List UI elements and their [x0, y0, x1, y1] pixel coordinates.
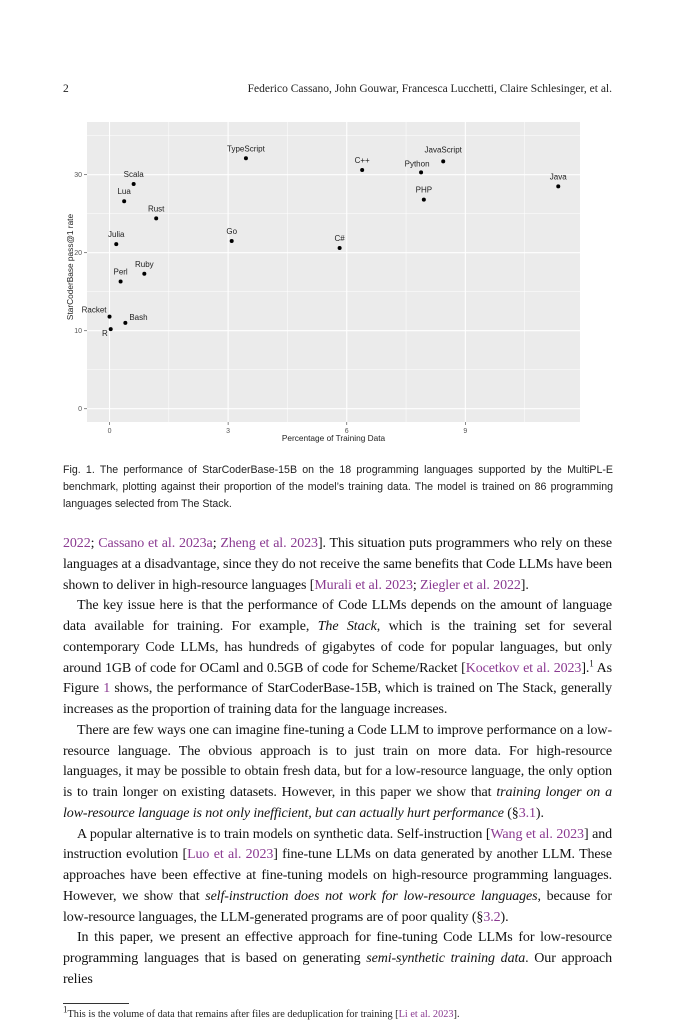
point-label: TypeScript — [227, 144, 265, 154]
point-marker — [244, 156, 248, 160]
citation-link[interactable]: 2022 — [63, 536, 91, 551]
point-label: Julia — [108, 230, 125, 240]
citation-link[interactable]: Kocetkov et al. 2023 — [465, 660, 582, 676]
citation-link[interactable]: 1 — [103, 681, 111, 697]
point-marker — [132, 182, 136, 186]
citation-link[interactable]: Murali et al. 2023 — [314, 577, 413, 593]
point-marker — [230, 239, 234, 243]
point-marker — [123, 321, 127, 325]
text-run: In this paper, we present an effective approach for fine-tuning Code LLMs for low-resource programming languages that is based on generating — [63, 930, 612, 966]
y-axis-title: StarCoderBase pass@1 rate — [65, 213, 75, 321]
point-label: Rust — [147, 204, 165, 214]
point-label: Ruby — [134, 259, 154, 269]
text-run: ). — [500, 909, 509, 925]
emphasis-text: semi-synthetic training data — [366, 951, 526, 966]
x-tick-label: 3 — [226, 428, 231, 435]
citation-link[interactable]: Wang et al. 2023 — [490, 826, 584, 842]
citation-link[interactable]: Li et al. 2023 — [398, 1008, 454, 1020]
emphasis-text: training longer on a low-resource language is not only inefficient, but can actually hurt performance — [63, 785, 612, 821]
scatter-chart — [0, 0, 675, 460]
y-tick-label: 20 — [74, 250, 82, 258]
footnote-marker: 1 — [63, 1004, 68, 1015]
paragraph — [63, 721, 612, 825]
y-tick-label: 10 — [74, 328, 82, 336]
body-text — [63, 534, 612, 991]
paragraph — [63, 825, 612, 929]
citation-link[interactable]: 3.2 — [483, 909, 501, 925]
text-run: ; — [90, 536, 99, 551]
point-label: Bash — [129, 312, 148, 322]
point-marker — [122, 199, 126, 203]
point-label: Java — [549, 172, 567, 182]
y-tick-label: 30 — [74, 172, 82, 180]
text-run: (§ — [503, 805, 519, 821]
footnote-marker: 1 — [589, 657, 594, 668]
point-label: C++ — [354, 155, 370, 165]
text-run: ] fine-tune LLMs on data generated by another LLM. These approaches have been effective at fine-tuning models on high-resource programming languages. However, we show that — [63, 847, 612, 904]
emphasis-text: The Stack — [317, 619, 377, 634]
point-label: PHP — [415, 185, 433, 195]
text-run: ]. — [581, 660, 590, 676]
citation-link[interactable]: Ziegler et al. 2022 — [420, 577, 521, 593]
point-marker — [154, 216, 158, 220]
text-run: ). — [535, 805, 544, 821]
point-marker — [360, 168, 364, 172]
text-run: . Our approach relies — [63, 951, 612, 987]
paragraph — [63, 928, 612, 990]
citation-link[interactable]: Zheng et al. 2023 — [220, 536, 318, 551]
page-number: 2 — [63, 83, 69, 95]
text-run: ; — [212, 536, 221, 551]
x-tick-label: 6 — [344, 428, 349, 435]
point-label: R — [101, 329, 108, 339]
emphasis-text: self-instruction does not work for low-resource languages — [205, 888, 538, 904]
text-run: As Figure — [63, 660, 612, 697]
citation-link[interactable]: Cassano et al. 2023a — [98, 536, 213, 551]
y-tick-label: 0 — [78, 406, 82, 414]
paragraph — [63, 596, 612, 721]
point-label: Racket — [81, 305, 107, 315]
text-column — [63, 462, 613, 1022]
paragraph — [63, 534, 612, 596]
point-marker — [441, 159, 445, 163]
point-label: Go — [226, 226, 238, 236]
point-marker — [114, 242, 118, 246]
plot-panel — [87, 122, 580, 422]
citation-link[interactable]: 3.1 — [518, 805, 536, 821]
point-label: Perl — [113, 267, 128, 277]
text-run: A popular alternative is to train models on synthetic data. Self-instruction [ — [77, 826, 491, 842]
point-label: Python — [404, 159, 430, 169]
text-run: There are few ways one can imagine fine-tuning a Code LLM to improve performance on a low-resource language. The obvious approach is to just train on more data. For high-resource languages, it may be possible to obtain fresh data, but for a low-resource language, the only option is to train longer on existing datasets. However, in this paper we show that — [63, 722, 612, 800]
point-label: C# — [334, 234, 345, 244]
figure-caption: Fig. 1. The performance of StarCoderBase-15B on the 18 programming languages supported by the MultiPL-E benchmark, plotting against their proportion of the model’s training data. The model is trained on 86 programming languages selected from The Stack. — [63, 464, 613, 510]
point-marker — [556, 184, 560, 188]
x-axis-title: Percentage of Training Data — [281, 433, 386, 443]
point-marker — [109, 327, 113, 331]
text-run: ]. This situation puts programmers who rely on these languages at a disadvantage, since they do not receive the same benefits that Code LLMs have been shown to deliver in high-resource languages [ — [63, 536, 612, 593]
point-label: JavaScript — [424, 145, 462, 155]
x-tick-label: 0 — [107, 428, 112, 435]
text-run: This is the volume of data that remains after files are deduplication for training [ — [67, 1008, 399, 1020]
x-tick-label: 9 — [463, 428, 468, 435]
footnote-rule — [63, 1003, 129, 1004]
point-marker — [338, 246, 342, 250]
point-marker — [142, 272, 146, 276]
text-run: The key issue here is that the performance of Code LLMs depends on the amount of language data available for training. For example, — [63, 598, 612, 634]
text-run: ; — [412, 577, 421, 593]
point-marker — [419, 170, 423, 174]
citation-link[interactable]: Luo et al. 2023 — [187, 847, 274, 863]
point-marker — [119, 280, 123, 284]
text-run: shows, the performance of StarCoderBase-15B, which is trained on The Stack, generally increases as the proportion of training data for the language increases. — [63, 681, 612, 717]
point-label: Scala — [123, 170, 144, 180]
text-run: , which is the training set for several contemporary Code LLMs, has hundreds of gigabytes of code for popular languages, but only around 1GB of code for OCaml and 0.5GB of code for Scheme/Racket [ — [63, 619, 612, 676]
point-marker — [422, 198, 426, 202]
footnote — [63, 1004, 613, 1022]
text-run: , because for low-resource languages, the LLM-generated programs are of poor quality (§ — [63, 888, 612, 925]
point-marker — [108, 315, 112, 319]
text-run: ]. — [520, 577, 529, 593]
text-run: ]. — [453, 1008, 460, 1020]
text-run: ] and instruction evolution [ — [63, 826, 613, 863]
point-label: Lua — [117, 187, 131, 197]
running-header-authors: Federico Cassano, John Gouwar, Francesca Lucchetti, Claire Schlesinger, et al. — [247, 83, 612, 95]
